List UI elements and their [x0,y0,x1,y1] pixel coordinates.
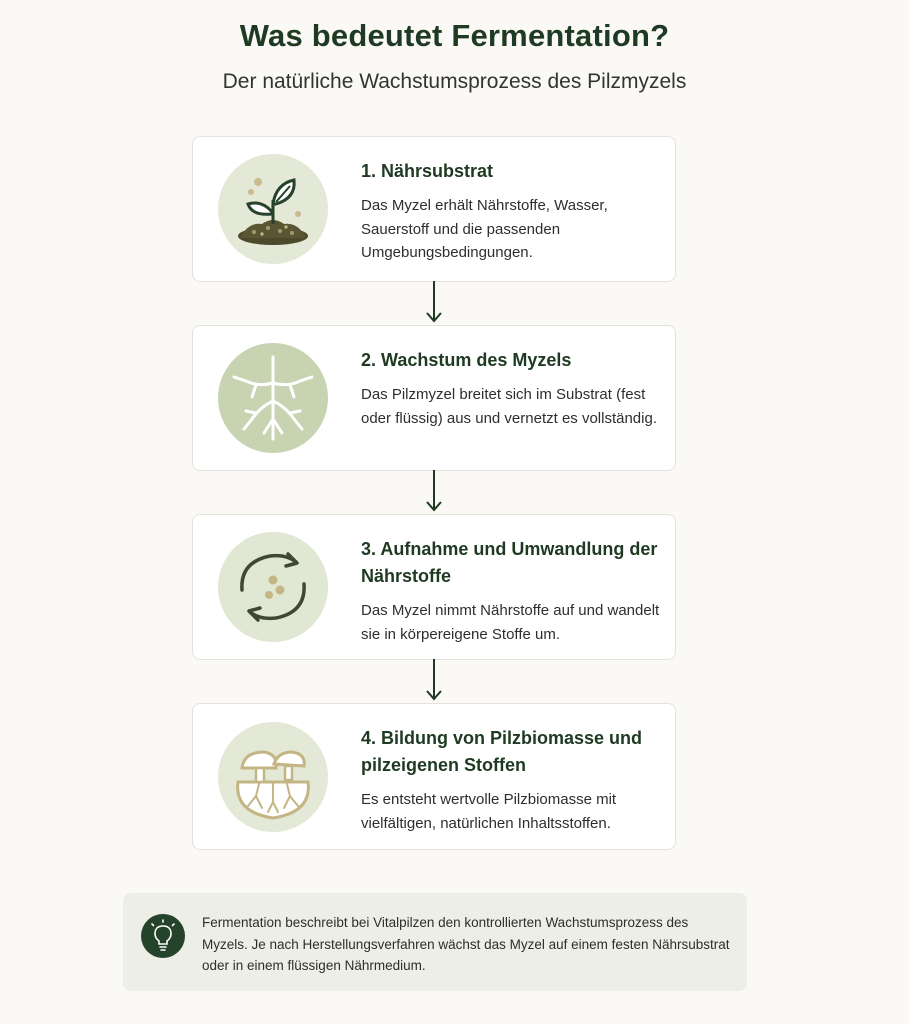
step-card-1 [192,136,676,282]
step-description: Das Pilzmyzel breitet sich im Substrat (fest oder flüssig) aus und vernetzt es vollständig. [361,386,657,427]
step-card-3 [192,514,676,660]
mushroom-biomass-icon [218,722,328,832]
step-title: 2. Wachstum des Myzels [361,350,572,370]
arrow-down-icon [424,468,444,514]
step-title: 1. Nährsubstrat [361,161,494,181]
step-description: Es entsteht wertvolle Pilzbiomasse mit vielfältigen, natürlichen Inhaltsstoffen. [361,791,617,832]
info-text: Fermentation beschreibt bei Vitalpilzen den kontrollierten Wachstumsprozess des Myzels. Je nach Herstellungsverfahren wächst das Myzel auf einem festen Nährsubstrat oder in einem flüssigen Nährmedium. [202,915,730,973]
step-card-4 [192,703,676,850]
page-subtitle: Der natürliche Wachstumsprozess des Pilzmyzels [222,70,687,93]
info-box [123,893,747,991]
step-title: 4. Bildung von Pilzbiomasse und pilzeigenen Stoffen [361,728,643,775]
seedling-soil-icon [218,154,328,264]
arrow-down-icon [424,279,444,325]
arrow-down-icon [424,657,444,703]
lightbulb-icon [141,914,185,958]
step-title: 3. Aufnahme und Umwandlung der Nährstoffe [361,539,658,586]
step-card-2 [192,325,676,471]
step-description: Das Myzel erhält Nährstoffe, Wasser, Sauerstoff und die passenden Umgebungsbedingungen. [361,197,608,261]
cycle-arrows-icon [218,532,328,642]
page-title: Was bedeutet Fermentation? [239,18,670,53]
step-description: Das Myzel nimmt Nährstoffe auf und wandelt sie in körpereigene Stoffe um. [361,602,660,643]
mycelium-roots-icon [218,343,328,453]
